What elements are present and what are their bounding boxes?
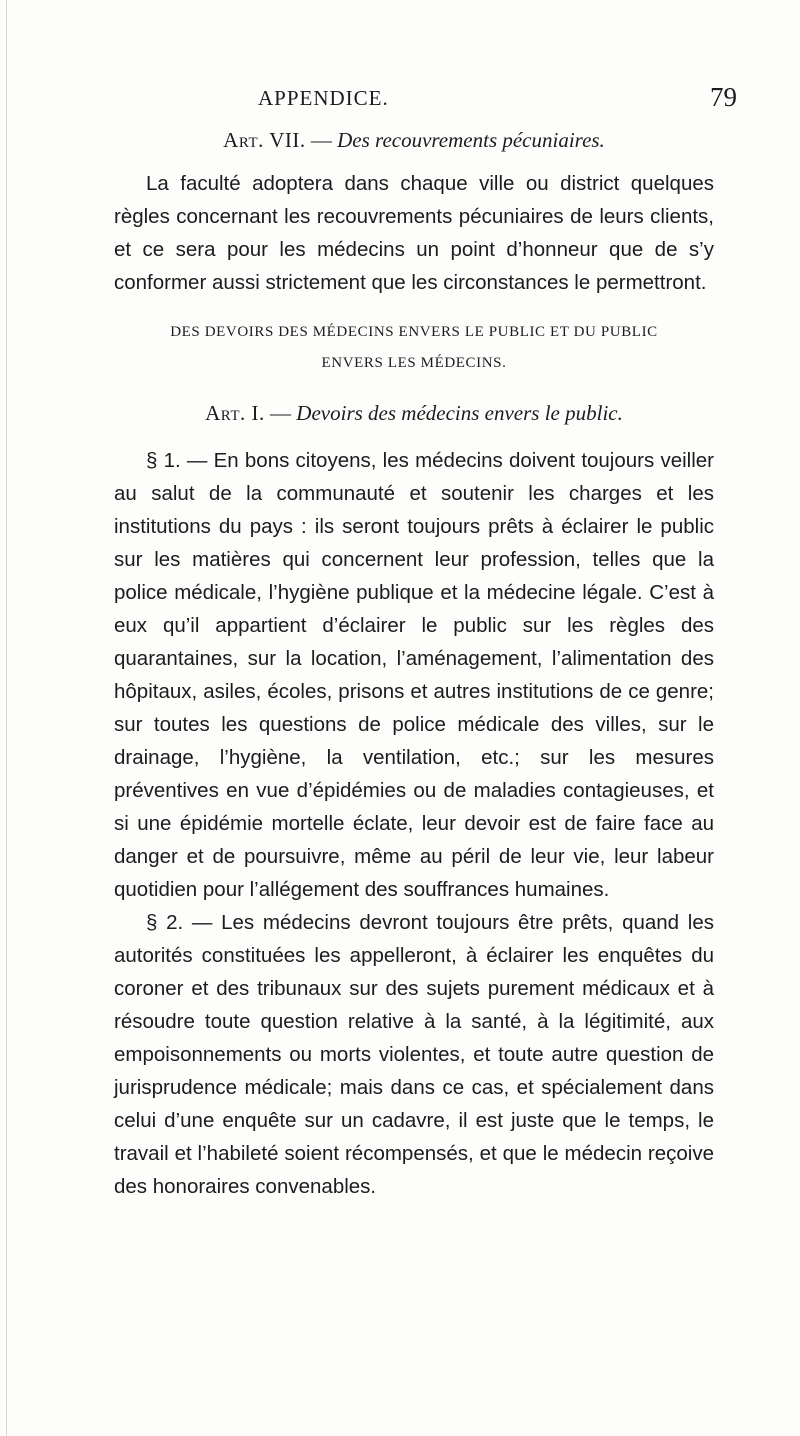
text-block — [114, 121, 714, 1203]
section-heading-line-1: DES DEVOIRS DES MÉDECINS ENVERS LE PUBLIC ET DU PUBLIC — [170, 324, 658, 340]
running-head — [0, 82, 800, 116]
article-i-paragraph-2: § 2. — Les médecins devront toujours être prêts, quand les autorités constituées les appelleront, à éclairer les enquêtes du coroner et des tribunaux sur des sujets purement médicaux et à résoudre toute question relative à la santé, à la légitimité, aux empoisonnements ou morts violentes, et toute autre question de jurisprudence médicale; mais dans ce cas, et spécialement dans celui d’une enquête sur un cadavre, il est juste que le temps, le travail et l’habileté soient récompensés, et que le médecin reçoive des honoraires convenables. — [114, 911, 714, 1198]
article-vii-heading — [114, 121, 714, 159]
article-vii-dash: — — [305, 128, 338, 152]
article-i-title: Devoirs des médecins envers le public. — [296, 401, 623, 425]
article-vii-paragraph: La faculté adoptera dans chaque ville ou district quelques règles concernant les recouvrements pécuniaires de leurs clients, et ce sera pour les médecins un point d’honneur que de s’y conformer aussi strictement que les circonstances le permettront. — [114, 172, 714, 294]
article-vii-label: Art. VII. — [223, 128, 306, 152]
running-title: APPENDICE. — [258, 86, 389, 110]
article-vii-title: Des recouvrements pécuniaires. — [337, 128, 605, 152]
binding-edge — [6, 0, 7, 1436]
section-heading — [114, 317, 714, 379]
page-number: 79 — [710, 82, 737, 112]
article-i-paragraph-1: § 1. — En bons citoyens, les médecins doivent toujours veiller au salut de la communauté et soutenir les charges et les institutions du pays : ils seront toujours prêts à éclairer le public sur les matières qui concernent leur profession, telles que la police médicale, l’hygiène publique et la médecine légale. C’est à eux qu’il appartient d’éclairer le public sur les règles des quarantaines, sur la location, l’aménagement, l’alimentation des hôpitaux, asiles, écoles, prisons et autres institutions de ce genre; sur toutes les questions de police médicale des villes, sur le drainage, l’hygiène, la ventilation, etc.; sur les mesures préventives en vue d’épidémies ou de maladies contagieuses, et si une épidémie mortelle éclate, leur devoir est de faire face au danger et de poursuivre, même au péril de leur vie, leur labeur quotidien pour l’allégement des souffrances humaines. — [114, 449, 714, 901]
article-i-dash: — — [264, 401, 297, 425]
article-i-heading — [114, 394, 714, 432]
article-i-label: Art. I. — [205, 401, 265, 425]
section-heading-line-2: ENVERS LES MÉDECINS. — [321, 355, 507, 371]
